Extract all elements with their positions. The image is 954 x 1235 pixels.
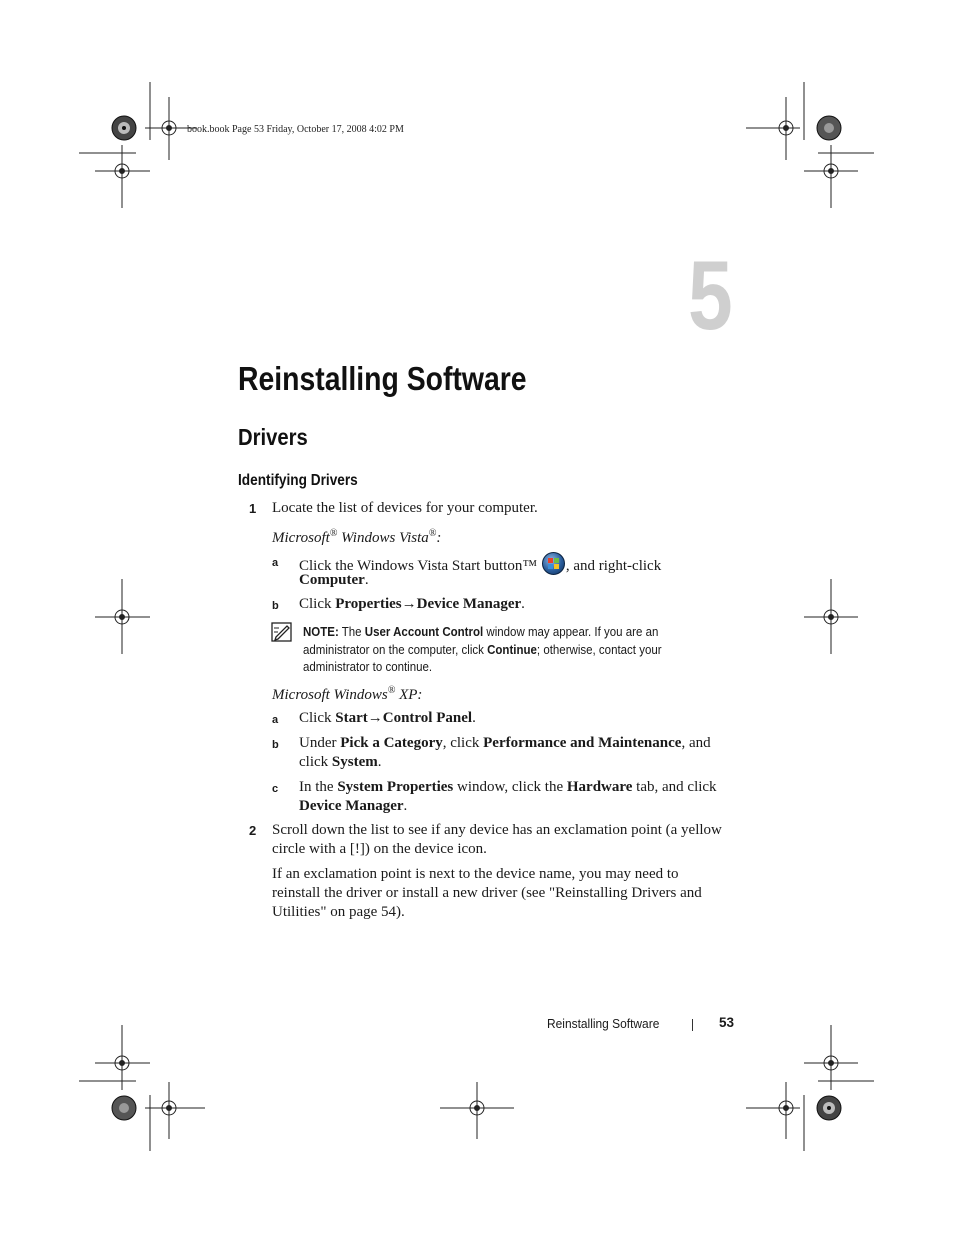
subsection-heading: Identifying Drivers xyxy=(238,472,358,489)
print-slug: book.book Page 53 Friday, October 17, 2008 4:02 PM xyxy=(187,124,404,135)
os-label-vista: Microsoft® Windows Vista®: xyxy=(272,528,442,546)
page-number: 53 xyxy=(719,1015,735,1030)
substep-text: Click Start→Control Panel. xyxy=(299,710,476,726)
step-text: Locate the list of devices for your computer. xyxy=(272,500,538,516)
substep-text: Click the Windows Vista Start button™ , and right-click xyxy=(299,552,661,576)
step-number: 1 xyxy=(249,501,257,516)
note-line-1: NOTE: The User Account Control window may appear. If you are an xyxy=(303,625,659,639)
substep-letter: c xyxy=(272,783,279,795)
footer-separator xyxy=(692,1019,693,1031)
step-text: Scroll down the list to see if any device has an exclamation point (a yellow xyxy=(272,822,722,838)
substep-text-cont: Device Manager. xyxy=(299,798,408,814)
page-title: Reinstalling Software xyxy=(238,360,527,397)
footer-chapter-title: Reinstalling Software xyxy=(547,1016,660,1031)
substep-letter: a xyxy=(272,557,279,569)
substep-text: In the System Properties window, click the Hardware tab, and click xyxy=(299,779,717,795)
substep-letter: b xyxy=(272,739,279,751)
paragraph-line: If an exclamation point is next to the device name, you may need to xyxy=(272,866,679,882)
substep-letter: a xyxy=(272,714,279,726)
substep-text-cont: Computer. xyxy=(299,572,369,588)
step-number: 2 xyxy=(249,823,257,838)
note-pencil-icon xyxy=(271,622,293,642)
substep-text-cont: click System. xyxy=(299,754,382,770)
substep-letter: b xyxy=(272,600,279,612)
chapter-number: 5 xyxy=(688,240,732,350)
substep-text: Under Pick a Category, click Performance and Maintenance, and xyxy=(299,735,711,751)
os-label-xp: Microsoft Windows® XP: xyxy=(272,685,423,703)
note-line-3: administrator to continue. xyxy=(303,660,433,674)
starburst-mark xyxy=(112,116,841,1120)
note-line-2: administrator on the computer, click Continue; otherwise, contact your xyxy=(303,643,662,657)
paragraph-line: Utilities" on page 54). xyxy=(272,904,405,920)
substep-text: Click Properties→Device Manager. xyxy=(299,596,525,612)
paragraph-line: reinstall the driver or install a new driver (see "Reinstalling Drivers and xyxy=(272,885,702,901)
step-text-cont: circle with a [!]) on the device icon. xyxy=(272,841,487,857)
windows-start-orb-icon xyxy=(542,552,565,575)
section-heading: Drivers xyxy=(238,424,308,450)
